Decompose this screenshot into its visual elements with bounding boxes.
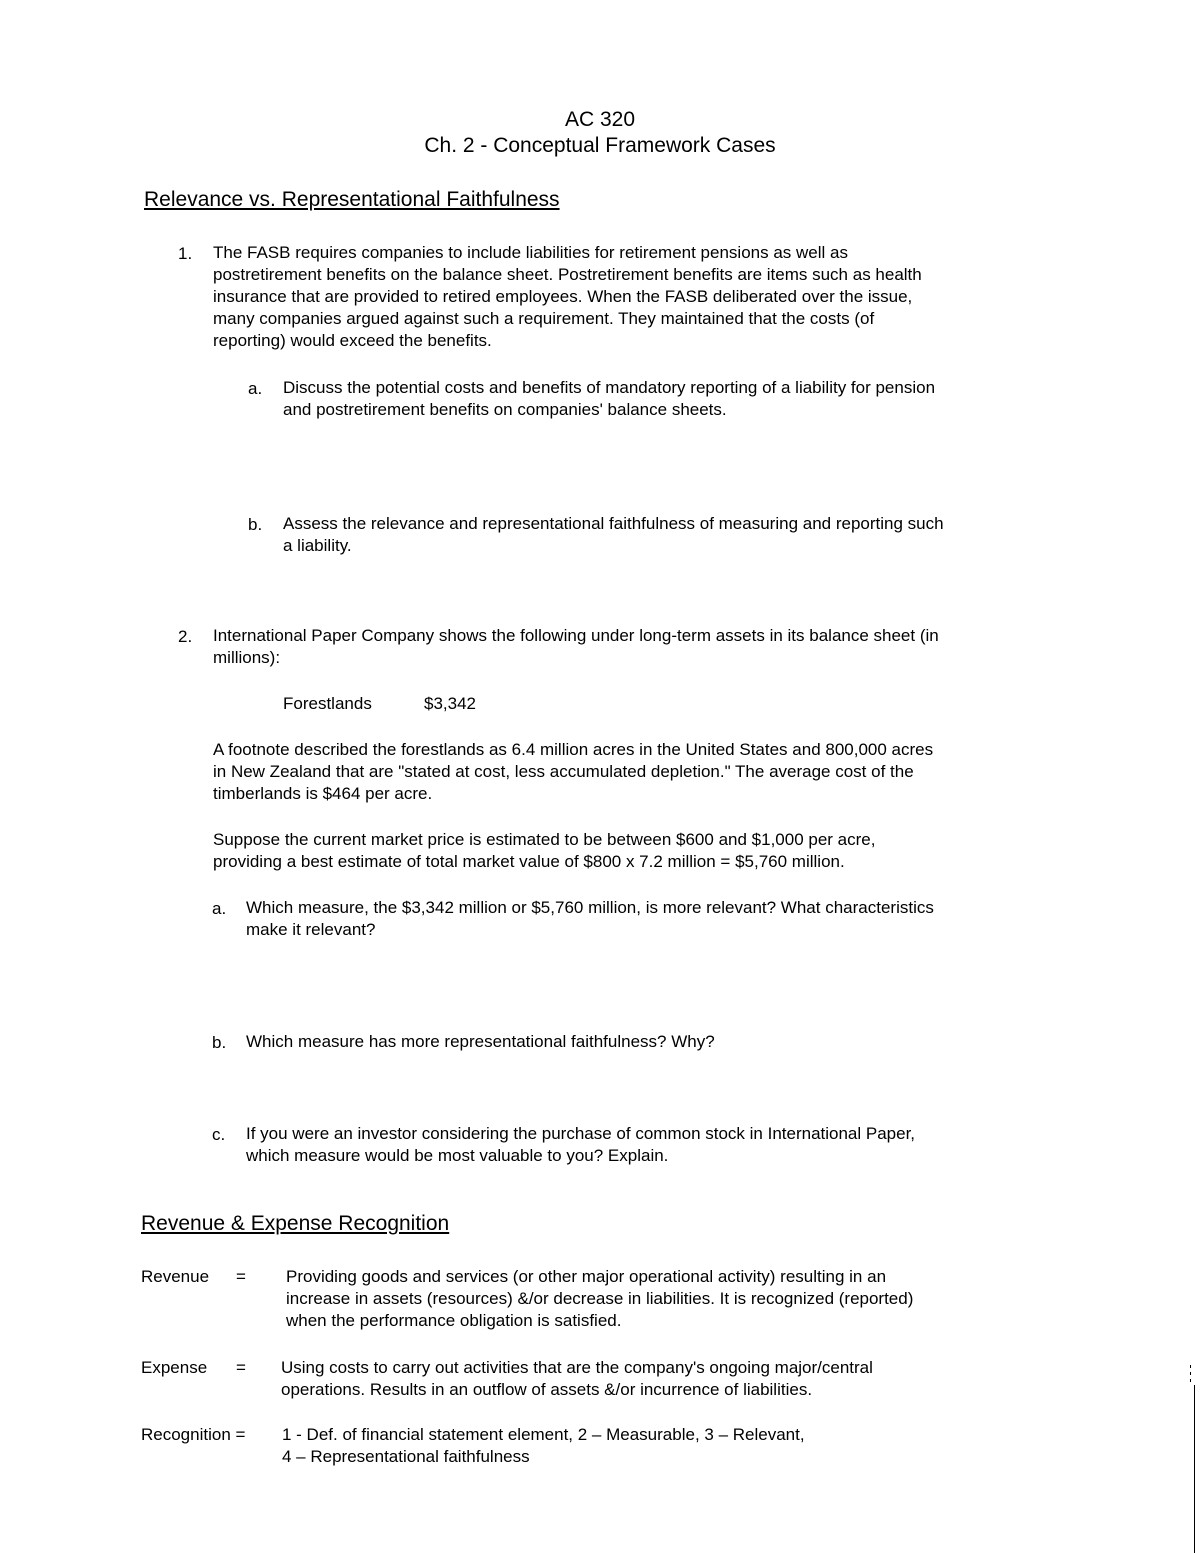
text-line: which measure would be most valuable to you? Explain.: [246, 1146, 669, 1165]
text-line: reporting) would exceed the benefits.: [213, 331, 492, 350]
question-1b-label: b.: [248, 515, 263, 534]
page-title: Ch. 2 - Conceptual Framework Cases: [424, 134, 776, 157]
text-line: A footnote described the forestlands as 6.4 million acres in the United States and 800,000 acres: [213, 740, 934, 759]
question-1b-text: [283, 513, 944, 557]
text-line: a liability.: [283, 536, 352, 555]
expense-equals: =: [236, 1358, 246, 1377]
expense-term: Expense: [141, 1358, 208, 1377]
question-2-number: 2.: [178, 627, 193, 646]
text-line: 1 - Def. of financial statement element, 2 – Measurable, 3 – Relevant,: [282, 1425, 805, 1444]
question-2b-text: [246, 1031, 715, 1053]
recognition-term: Recognition =: [141, 1425, 246, 1444]
question-1-number: 1.: [178, 244, 193, 263]
question-2a-label: a.: [212, 899, 227, 918]
text-line: postretirement benefits on the balance sheet. Postretirement benefits are items such as health: [213, 265, 922, 284]
revenue-definition: [286, 1266, 913, 1332]
text-line: Assess the relevance and representational faithfulness of measuring and reporting such: [283, 514, 944, 533]
text-line: Providing goods and services (or other major operational activity) resulting in an: [286, 1267, 887, 1286]
text-line: millions):: [213, 648, 281, 667]
text-line: Which measure, the $3,342 million or $5,760 million, is more relevant? What characteristics: [246, 898, 934, 917]
question-2c-label: c.: [212, 1125, 226, 1144]
text-line: If you were an investor considering the purchase of common stock in International Paper,: [246, 1124, 916, 1143]
scan-edge-mark: [1190, 1372, 1191, 1375]
question-2b-label: b.: [212, 1033, 227, 1052]
question-1a-text: [283, 377, 935, 421]
text-line: and postretirement benefits on companies' balance sheets.: [283, 400, 727, 419]
text-line: in New Zealand that are "stated at cost, less accumulated depletion." The average cost of the: [213, 762, 914, 781]
question-2-text: [213, 625, 939, 669]
text-line: 4 – Representational faithfulness: [282, 1447, 530, 1466]
text-line: Which measure has more representational faithfulness? Why?: [246, 1032, 715, 1051]
course-code: AC 320: [564, 108, 636, 131]
text-line: Using costs to carry out activities that are the company's ongoing major/central: [281, 1358, 873, 1377]
text-line: make it relevant?: [246, 920, 376, 939]
question-2c-text: [246, 1123, 915, 1167]
expense-definition: [281, 1357, 873, 1401]
text-line: International Paper Company shows the following under long-term assets in its balance sheet (in: [213, 626, 939, 645]
market-price-text: [213, 829, 875, 873]
revenue-term: Revenue: [141, 1267, 210, 1286]
text-line: insurance that are provided to retired employees. When the FASB deliberated over the issue,: [213, 287, 913, 306]
section-heading-relevance: Relevance vs. Representational Faithfulness: [144, 188, 560, 211]
text-line: providing a best estimate of total market value of $800 x 7.2 million = $5,760 million.: [213, 852, 845, 871]
text-line: Discuss the potential costs and benefits of mandatory reporting of a liability for pension: [283, 378, 936, 397]
section-heading-recognition: Revenue & Expense Recognition: [141, 1212, 450, 1235]
revenue-equals: =: [236, 1267, 246, 1286]
question-2a-text: [246, 897, 934, 941]
footnote-text: [213, 739, 933, 805]
text-line: Suppose the current market price is estimated to be between $600 and $1,000 per acre,: [213, 830, 876, 849]
forestlands-label: Forestlands: [283, 694, 372, 713]
text-line: when the performance obligation is satisfied.: [286, 1311, 622, 1330]
scan-edge-line: [1194, 1385, 1195, 1553]
recognition-criteria: [282, 1424, 805, 1468]
text-line: many companies argued against such a requirement. They maintained that the costs (of: [213, 309, 875, 328]
forestlands-value: $3,342: [424, 694, 476, 713]
question-1a-label: a.: [248, 379, 263, 398]
scan-edge-mark: [1190, 1379, 1191, 1382]
text-line: operations. Results in an outflow of assets &/or incurrence of liabilities.: [281, 1380, 813, 1399]
text-line: timberlands is $464 per acre.: [213, 784, 433, 803]
question-1-text: [213, 242, 922, 352]
text-line: The FASB requires companies to include liabilities for retirement pensions as well as: [213, 243, 848, 262]
text-line: increase in assets (resources) &/or decrease in liabilities. It is recognized (reported): [286, 1289, 914, 1308]
scan-edge-mark: [1190, 1365, 1191, 1368]
